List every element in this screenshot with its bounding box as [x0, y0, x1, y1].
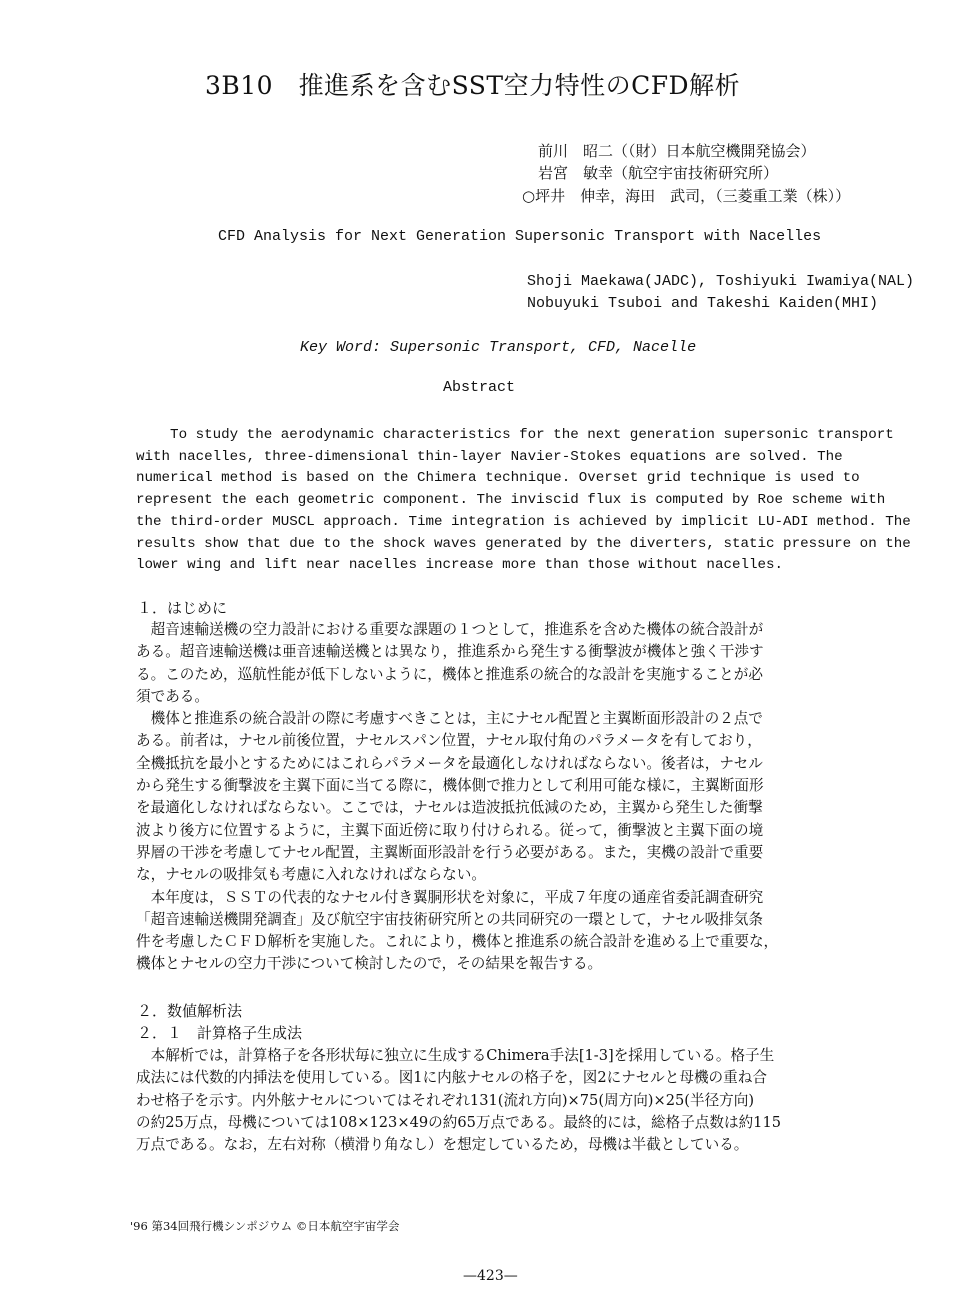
page-number: —423— [463, 1268, 518, 1284]
body-line: 成法には代数的内挿法を使用している。図1に内舷ナセルの格子を，図2にナセルと母機の重ね合 [136, 1069, 767, 1087]
abstract-line: represent the each geometric component. The inviscid flux is computed by Roe scheme with [136, 492, 886, 509]
body-line: 機体と推進系の統合設計の際に考慮すべきことは，主にナセル配置と主翼断面形設計の２点で [136, 710, 763, 728]
body-line: 本年度は，ＳＳＴの代表的なナセル付き翼胴形状を対象に，平成７年度の通産省委託調査研究 [136, 888, 764, 906]
body-line: ある。前者は，ナセル前後位置，ナセルスパン位置，ナセル取付角のパラメータを有しており， [136, 732, 762, 750]
abstract-line: results show that due to the shock waves generated by the diverters, static pressure on the [136, 535, 911, 552]
english-authors-line-2: Nobuyuki Tsuboi and Takeshi Kaiden(MHI) [527, 295, 879, 312]
paper-title: 3B10 推進系を含むSST空力特性のCFD解析 [205, 71, 741, 100]
body-line: 件を考慮したＣＦＤ解析を実施した。これにより，機体と推進系の統合設計を進める上で重要な， [136, 933, 779, 951]
body-line: 超音速輸送機の空力設計における重要な課題の１つとして，推進系を含めた機体の統合設計が [136, 621, 764, 638]
abstract-body [136, 425, 911, 577]
section-2-1-body [136, 1045, 876, 1156]
footer-note: '96 第34回飛行機シンポジウム ©日本航空宇宙学会 [130, 1219, 400, 1233]
english-authors-line-1: Shoji Maekawa(JADC), Toshiyuki Iwamiya(NAL) [527, 273, 915, 290]
abstract-line: To study the aerodynamic characteristics for the next generation supersonic transport [136, 427, 894, 443]
section-2-heading: ２．数値解析法 [137, 1002, 243, 1020]
body-line: ある。超音速輸送機は亜音速輸送機とは異なり，推進系から発生する衝撃波が機体と強く干渉す [136, 643, 764, 661]
body-line: 須である。 [136, 687, 209, 705]
section-1-heading: １．はじめに [137, 599, 228, 617]
body-line: の約25万点，母機については108×123×49の約65万点である。最終的には，総格子点数は約115 [136, 1113, 782, 1131]
body-line: を最適化しなければならない。ここでは，ナセルは造波抵抗低減のため，主翼から発生した衝撃 [136, 799, 763, 817]
english-title: CFD Analysis for Next Generation Supersonic Transport with Nacelles [218, 228, 822, 245]
body-line: な，ナセルの吸排気も考慮に入れなければならない。 [136, 866, 486, 884]
abstract-heading: Abstract [443, 379, 516, 396]
abstract-line: lower wing and lift near nacelles increase more than those without nacelles. [136, 557, 784, 574]
body-line: 本解析では，計算格子を各形状毎に独立に生成するChimera手法[1-3]を採用している。格子生 [136, 1047, 775, 1064]
abstract-line: numerical method is based on the Chimera technique. Overset grid technique is used to [136, 470, 860, 487]
body-line: る。このため，巡航性能が低下しないように，機体と推進系の統合的な設計を実施することが必 [136, 665, 763, 683]
author-line-1: 前川 昭二（（財）日本航空機開発協会） [538, 142, 816, 160]
body-line: 万点である。なお，左右対称（横滑り角なし）を想定しているため，母機は半截としている。 [136, 1136, 749, 1154]
body-line: 「超音速輸送機開発調査」及び航空宇宙技術研究所との共同研究の一環として，ナセル吸排気条 [136, 910, 763, 928]
author-line-2: 岩宮 敏幸（航空宇宙技術研究所） [538, 164, 779, 182]
keywords: Key Word: Supersonic Transport, CFD, Nacelle [300, 339, 697, 356]
body-line: 全機抵抗を最小とするためにはこれらパラメータを最適化しなければならない。後者は，ナセル [136, 754, 763, 772]
body-line: 波より後方に位置するように，主翼下面近傍に取り付けられる。従って，衝撃波と主翼下面の境 [136, 821, 764, 839]
body-line: 界層の干渉を考慮してナセル配置，主翼断面形設計を行う必要がある。また，実機の設計で重要 [136, 843, 764, 861]
body-line: わせ格子を示す。内外舷ナセルについてはそれぞれ131(流れ方向)×75(周方向)×25(半径方向) [136, 1091, 755, 1109]
abstract-line: with nacelles, three-dimensional thin-layer Navier-Stokes equations are solved. The [136, 448, 843, 465]
author-line-3: ○坪井 伸幸，海田 武司，（三菱重工業（株）） [522, 187, 851, 205]
section-1-body [136, 619, 876, 976]
body-line: から発生する衝撃波を主翼下面に当てる際に，機体側で推力として利用可能な様に，主翼断面形 [136, 777, 764, 795]
body-line: 機体とナセルの空力干渉について検討したので，その結果を報告する。 [136, 955, 603, 973]
section-2-1-heading: ２．１ 計算格子生成法 [137, 1024, 303, 1042]
abstract-line: the third-order MUSCL approach. Time integration is achieved by implicit LU-ADI method. The [136, 513, 911, 530]
